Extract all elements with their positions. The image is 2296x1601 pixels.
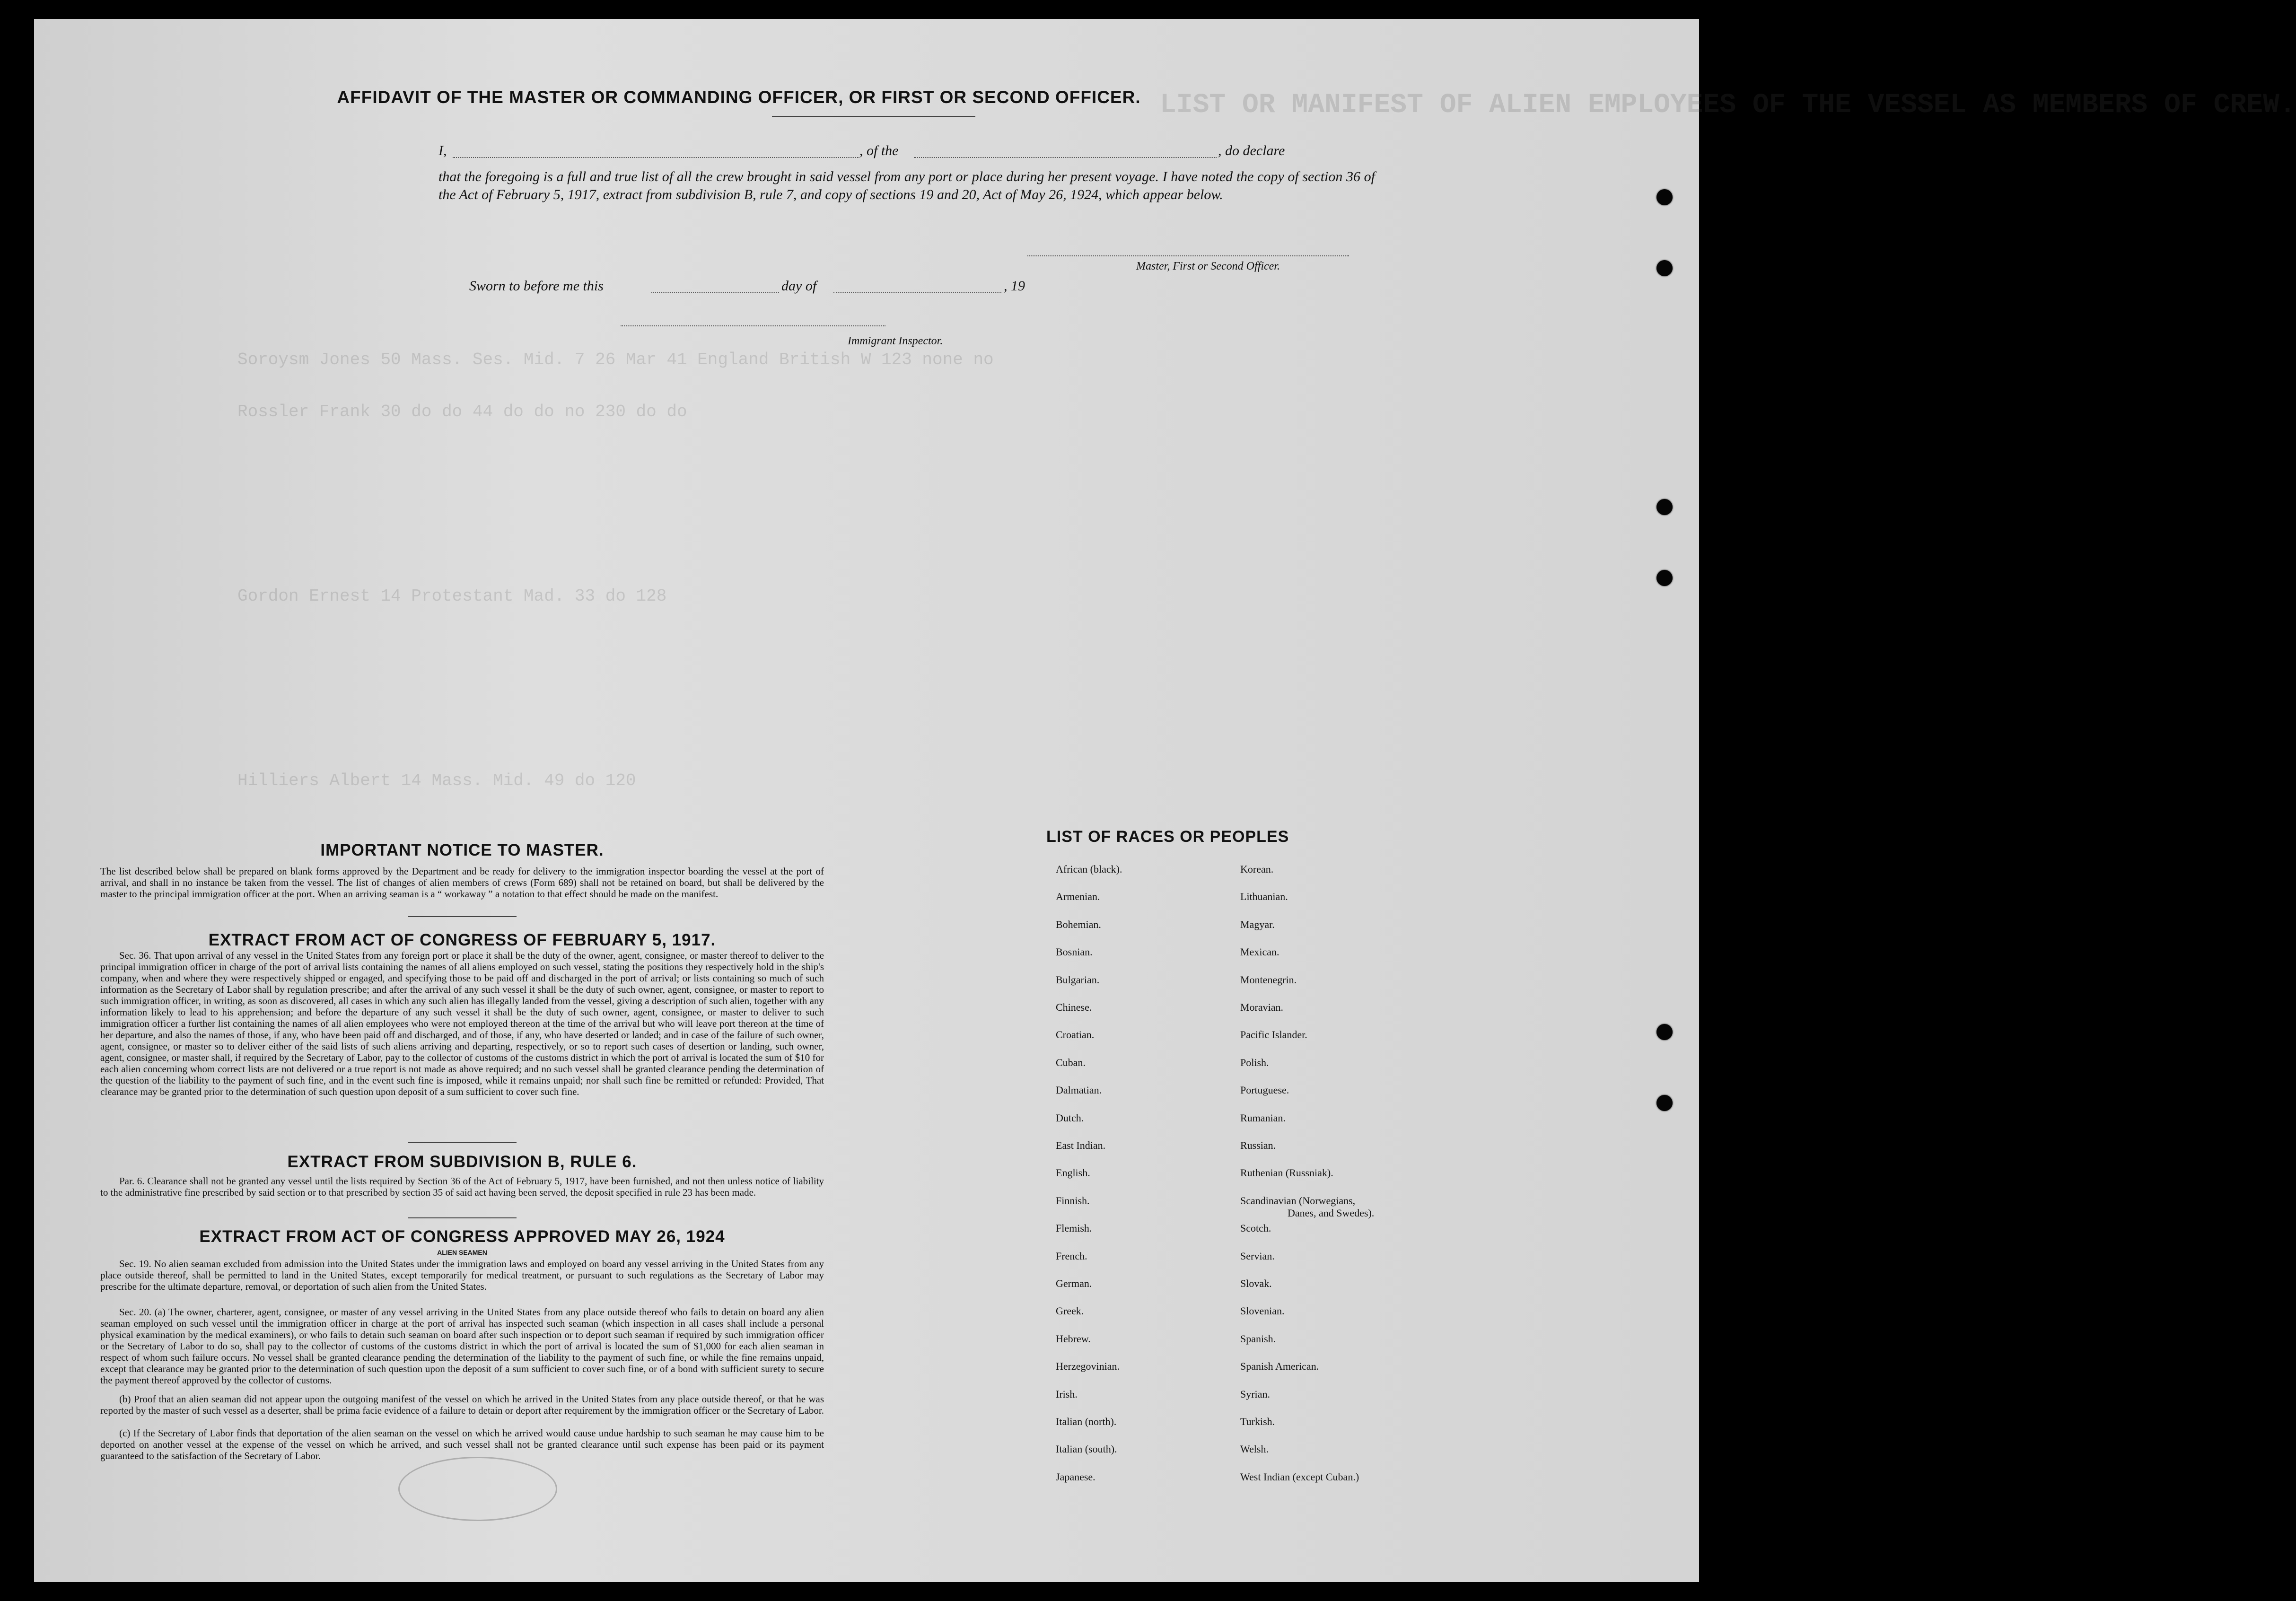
inspector-signature-line (621, 325, 885, 326)
race-item: Montenegrin. (1240, 973, 1297, 986)
bleed-through: Rossler Frank 30 do do 44 do do no 230 do do (237, 402, 687, 421)
race-item: English. (1056, 1167, 1090, 1179)
bleed-through: Gordon Ernest 14 Protestant Mad. 33 do 128 (237, 586, 667, 606)
notice-title: IMPORTANT NOTICE TO MASTER. (320, 841, 604, 859)
race-item: Mexican. (1240, 946, 1279, 958)
alien-seamen-subtitle: ALIEN SEAMEN (437, 1249, 487, 1256)
punch-hole (1656, 1024, 1673, 1040)
section-rule (408, 916, 517, 917)
signature-line (1027, 255, 1349, 256)
race-item: Irish. (1056, 1388, 1078, 1400)
race-item: Japanese. (1056, 1470, 1095, 1483)
punch-hole (1656, 1095, 1673, 1111)
affidavit-body: that the foregoing is a full and true list of all the crew brought in said vessel from any port or place during her present voyage. I have noted the copy of section 36 of the Act of February 5, 1917, extract from subdivision B, rule 7, and copy of sections 19 and 20, Act of May 26, 1924, which appear below. (438, 169, 1375, 202)
race-item: Servian. (1240, 1250, 1275, 1262)
extract-1917-text: Sec. 36. That upon arrival of any vessel in the United States from any foreign port or place it shall be the duty of the owner, agent, consignee, or master thereof to deliver to the principal immigration officer in charge of the port of arrival lists containing the names of all aliens employed on such vessel, stating the positions they respectively hold in the ship's company, when and where they were respectively shipped or engaged, and specifying those to be paid off and discharged in the port of arrival; or lists containing so much of such information as the Secretary of Labor shall by regulation prescribe; and after the arrival of any such vessel it shall be the duty of such owner, agent, consignee, or master to report to such immigration officer, in writing, as soon as discovered, all cases in which any such alien has illegally landed from the vessel, giving a description of such alien, together with any information likely to lead to his apprehension; and before the departure of any such vessel it shall be the duty of such owner, agent, consignee, or master to deliver to such immigration officer a further list containing the names of all alien employees who were not employed thereon at the time of the arrival but who will leave port thereon at the time of her departure, and also the names of those, if any, who have been paid off and discharged, and of those, if any, who have deserted or landed; and in case of the failure of such owner, agent, consignee, or master so to deliver either of the said lists of such aliens arriving and departing, respectively, or so to report such cases of desertion or landing, such owner, agent, consignee, or master shall, if required by the Secretary of Labor, pay to the collector of customs of the customs district in which the port of arrival is located the sum of $10 for each alien concerning whom correct lists are not delivered or a true report is not made as above required; and no such vessel shall be granted clearance pending the determination of the question of the liability to the payment of such fine, and in the event such fine is imposed, while it remains unpaid; nor shall such fine be remitted or refunded: Provided, That clearance may be granted prior to the determination of such question upon deposit of a sum sufficient to cover such fine. (100, 950, 824, 1097)
of-the-label: , of the (859, 143, 899, 158)
race-item: Spanish American. (1240, 1360, 1319, 1373)
declaration-line (438, 143, 1375, 162)
form-sheet (34, 19, 2296, 1582)
race-item: Finnish. (1056, 1194, 1090, 1207)
declarant-name-blank (453, 157, 859, 158)
race-item: Dutch. (1056, 1111, 1084, 1124)
race-item: Magyar. (1240, 918, 1275, 930)
race-item: Herzegovinian. (1056, 1360, 1120, 1373)
year-prefix: , 19 (1004, 278, 1025, 294)
bleed-through: Soroysm Jones 50 Mass. Ses. Mid. 7 26 Mar 41 England British W 123 none no (237, 350, 994, 369)
race-item: Polish. (1240, 1056, 1269, 1068)
race-item: African (black). (1056, 863, 1122, 875)
section-20b-text: (b) Proof that an alien seaman did not appear upon the outgoing manifest of the vessel on which he arrived in the United States from any place outside thereof, or that he was reported by the master of such vessel as a deserter, shall be prima facie evidence of a failure to detain or deport after requirement by the immigration officer or the Secretary of Labor. (100, 1393, 824, 1416)
punch-hole (1656, 189, 1673, 205)
punch-hole (1656, 260, 1673, 276)
do-declare-label: , do declare (1218, 143, 1285, 158)
master-signature-label: Master, First or Second Officer. (1136, 260, 1280, 272)
sworn-month-blank (833, 292, 1001, 293)
race-item: Flemish. (1056, 1222, 1092, 1234)
faint-stamp (398, 1457, 557, 1521)
race-item: Hebrew. (1056, 1332, 1091, 1345)
race-item: Syrian. (1240, 1388, 1270, 1400)
race-item: West Indian (except Cuban.) (1240, 1470, 1359, 1483)
race-item: Dalmatian. (1056, 1084, 1102, 1096)
vessel-name-blank (914, 157, 1217, 158)
section-20a-text: Sec. 20. (a) The owner, charterer, agent, consignee, or master of any vessel arriving in the United States from any place outside thereof who fails to detain on board any alien seaman employed on such vessel until the immigration officer in charge at the port of arrival has inspected such seaman (which inspection in all cases shall include a personal physical examination by the medical examiners), or who fails to detain such seaman on board after such inspection or to deport such seaman if required by such immigration officer or the Secretary of Labor to do so, shall pay to the collector of customs of the customs district in which the port of arrival is located the sum of $1,000 for each alien seaman in respect of whom such failure occurs. No vessel shall be granted clearance pending the determination of the liability to the payment of such fine, or while the fine remains unpaid, except that clearance may be granted prior to the determination of such question upon the deposit of a sum sufficient to cover such fine, or of a bond with sufficient surety to secure the payment thereof approved by the collector of customs. (100, 1306, 824, 1386)
inspector-label: Immigrant Inspector. (848, 335, 943, 347)
race-item: Italian (north). (1056, 1416, 1117, 1427)
race-item: Croatian. (1056, 1029, 1095, 1041)
bleed-through: Hilliers Albert 14 Mass. Mid. 49 do 120 (237, 771, 636, 790)
race-item: Chinese. (1056, 1001, 1092, 1013)
section-20c-text: (c) If the Secretary of Labor finds that deportation of the alien seaman on the vessel on which he arrived would cause undue hardship to such seaman he may cause him to be deported on another vessel at the expense of the vessel on which he arrived, and such vessel shall not be granted clearance until such expense has been paid or its payment guaranteed to the satisfaction of the Secretary of Labor. (100, 1427, 824, 1461)
subdivision-title: EXTRACT FROM SUBDIVISION B, RULE 6. (287, 1153, 637, 1171)
race-item: Greek. (1056, 1305, 1084, 1317)
race-item: Ruthenian (Russniak). (1240, 1167, 1333, 1179)
sworn-day-blank (651, 292, 779, 293)
extract-1924-title: EXTRACT FROM ACT OF CONGRESS APPROVED MAY 26, 1924 (199, 1227, 725, 1246)
race-item: Moravian. (1240, 1001, 1284, 1013)
punch-hole (1656, 499, 1673, 515)
race-item: Korean. (1240, 863, 1274, 875)
race-item: Russian. (1240, 1139, 1276, 1151)
extract-1917-title: EXTRACT FROM ACT OF CONGRESS OF FEBRUARY 5, 1917. (208, 931, 716, 949)
race-item: East Indian. (1056, 1139, 1106, 1151)
declarant-prefix: I, (438, 143, 447, 158)
subdivision-text: Par. 6. Clearance shall not be granted any vessel until the lists required by Section 36 of the Act of February 5, 1917, have been furnished, and not then unless notice of liability to the administrative fine prescribed by said section or to that prescribed by section 35 of said act having been served, the deposit specified in rule 23 has been made. (100, 1175, 824, 1198)
punch-hole (1656, 570, 1673, 586)
race-item: Pacific Islander. (1240, 1029, 1307, 1041)
race-item: Italian (south). (1056, 1443, 1117, 1455)
race-item: Slovenian. (1240, 1305, 1285, 1317)
race-item: Slovak. (1240, 1277, 1272, 1289)
race-item: Welsh. (1240, 1443, 1269, 1455)
section-19-text: Sec. 19. No alien seaman excluded from admission into the United States under the immigration laws and employed on board any vessel arriving in the United States from any place outside thereof, shall be permitted to land in the United States, except temporarily for medical treatment, or pursuant to such regulations as the Secretary of Labor may prescribe for the ultimate departure, removal, or deportation of such alien from the United States. (100, 1258, 824, 1292)
race-item: Lithuanian. (1240, 891, 1288, 903)
day-of-label: day of (781, 278, 817, 294)
race-item: Portuguese. (1240, 1084, 1289, 1096)
title-rule (772, 116, 975, 117)
race-item: French. (1056, 1250, 1087, 1262)
races-title: LIST OF RACES OR PEOPLES (1046, 828, 1289, 846)
sworn-prefix: Sworn to before me this (469, 278, 604, 294)
bleed-through: LIST OR MANIFEST OF ALIEN EMPLOYEES OF THE VESSEL AS MEMBERS OF CREW. (1160, 90, 2296, 121)
race-item: Scandinavian (Norwegians, (1240, 1194, 1356, 1207)
race-item: Bohemian. (1056, 918, 1101, 930)
race-item: Rumanian. (1240, 1111, 1286, 1124)
race-item: Cuban. (1056, 1056, 1086, 1068)
race-item: German. (1056, 1277, 1092, 1289)
race-item: Spanish. (1240, 1332, 1276, 1345)
section-rule (408, 1217, 517, 1218)
race-item: Danes, and Swedes). (1288, 1207, 1375, 1219)
race-item: Bosnian. (1056, 946, 1093, 958)
affidavit-title: AFFIDAVIT OF THE MASTER OR COMMANDING OFFICER, OR FIRST OR SECOND OFFICER. (337, 87, 1141, 107)
race-item: Bulgarian. (1056, 973, 1100, 986)
race-item: Armenian. (1056, 891, 1100, 903)
sworn-line (469, 278, 1084, 297)
race-item: Scotch. (1240, 1222, 1271, 1234)
section-rule (408, 1142, 517, 1143)
notice-text: The list described below shall be prepared on blank forms approved by the Department and be ready for delivery to the immigration inspector boarding the vessel at the port of arrival, and shall in no instance be taken from the vessel. The list of changes of alien members of crews (Form 689) shall not be retained on board, but shall be delivered by the master to the principal immigration officer at the port. When an arriving seaman is a “ workaway ” a notation to that effect should be made on the manifest. (100, 866, 824, 900)
race-item: Turkish. (1240, 1416, 1275, 1427)
